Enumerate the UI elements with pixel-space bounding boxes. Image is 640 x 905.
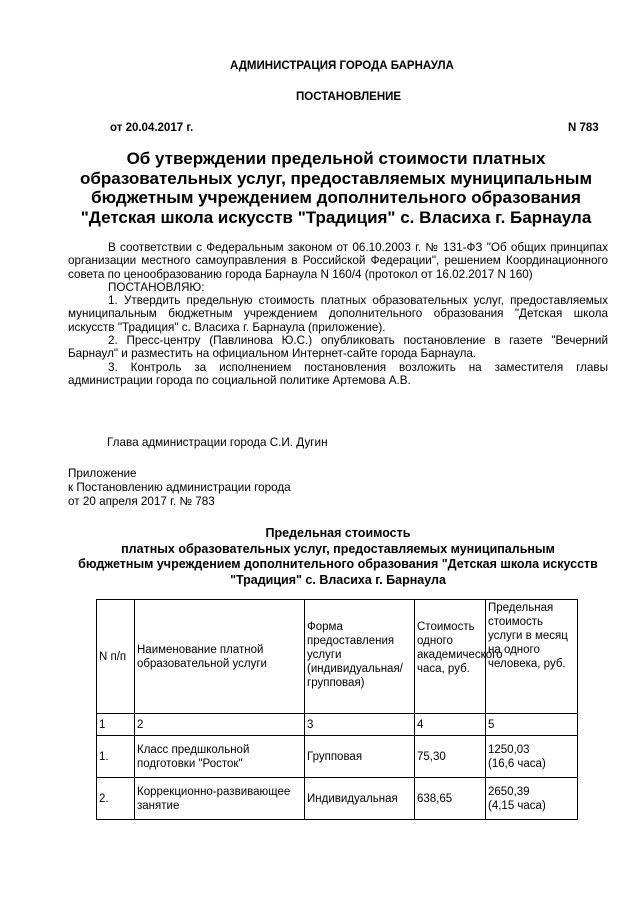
column-number-cell: 5 <box>486 714 578 736</box>
price-table <box>96 599 578 820</box>
title-line: образовательных услуг, предоставляемых муниципальным <box>79 168 593 188</box>
row-name-cell: Класс предшкольной подготовки "Росток" <box>135 736 305 778</box>
month-cost-value: 1250,03 <box>488 743 530 756</box>
header-cell-number: N п/п <box>97 600 135 714</box>
organization-name: АДМИНИСТРАЦИЯ ГОРОДА БАРНАУЛА <box>230 60 454 72</box>
column-number-cell: 3 <box>305 714 415 736</box>
month-cost-hours: (4,15 часа) <box>488 799 546 812</box>
row-month-cost-cell <box>486 778 578 820</box>
row-hour-cost-cell: 75,30 <box>415 736 486 778</box>
column-number-cell: 1 <box>97 714 135 736</box>
document-number: N 783 <box>568 122 599 134</box>
signature-line: Глава администрации города С.И. Дугин <box>107 436 328 449</box>
appendix-block <box>68 467 291 509</box>
table-header-row <box>97 600 578 714</box>
table-title-line: платных образовательных услуг, предоставляемых муниципальным <box>121 541 555 556</box>
table-row <box>97 736 578 778</box>
decree-item-3: 3. Контроль за исполнением постановления возложить на заместителя главы администрации города по социальной политике Артемова А.В. <box>68 360 608 387</box>
row-number-cell: 1. <box>97 736 135 778</box>
month-cost-value: 2650,39 <box>488 785 530 798</box>
row-form-cell: Индивидуальная <box>305 778 415 820</box>
preamble-paragraph: В соответствии с Федеральным законом от 06.10.2003 г. № 131-ФЗ "Об общих принципах организации местного самоуправления в Российской Федерации", решением Координационного совета по ценообразованию города Барнаула N 160/4 (протокол от 16.02.2017 N 160) <box>68 241 608 281</box>
title-line: бюджетным учреждением дополнительного образования <box>91 188 581 207</box>
appendix-line: от 20 апреля 2017 г. № 783 <box>68 495 215 508</box>
column-number-cell: 4 <box>415 714 486 736</box>
row-number-cell: 2. <box>97 778 135 820</box>
title-line: Об утверждении предельной стоимости платных <box>126 149 546 168</box>
decree-item-2: 2. Пресс-центру (Павлинова Ю.С.) опубликовать постановление в газете "Вечерний Барнаул" и разместить на официальном Интернет-сайте города Барнаула. <box>68 334 608 361</box>
row-name-cell: Коррекционно-развивающее занятие <box>135 778 305 820</box>
appendix-line: Приложение <box>68 467 137 480</box>
header-cell-form: Форма предоставления услуги (индивидуальная/групповая) <box>305 600 415 714</box>
table-title-line: Предельная стоимость <box>265 526 411 540</box>
table-title <box>68 526 608 588</box>
table-column-numbers-row <box>97 714 578 736</box>
table-title-line: "Традиция" с. Власиха г. Барнаула <box>230 572 446 587</box>
document-type: ПОСТАНОВЛЕНИЕ <box>296 91 402 103</box>
decree-word: ПОСТАНОВЛЯЮ: <box>108 280 205 294</box>
table-title-line: бюджетным учреждением дополнительного образования "Детская школа искусств <box>78 557 598 571</box>
table-row <box>97 778 578 820</box>
header-cell-hour-cost: Стоимость одного академического часа, руб. <box>415 600 486 714</box>
document-body <box>68 241 608 387</box>
column-number-cell: 2 <box>135 714 305 736</box>
row-month-cost-cell <box>486 736 578 778</box>
document-title <box>72 149 600 227</box>
row-form-cell: Групповая <box>305 736 415 778</box>
document-date: от 20.04.2017 г. <box>110 122 194 134</box>
header-cell-month-cost: Предельная стоимость услуги в месяц на одного человека, руб. <box>486 600 578 714</box>
month-cost-hours: (16,6 часа) <box>488 757 546 770</box>
appendix-line: к Постановлению администрации города <box>68 481 291 494</box>
title-line: "Детская школа искусств "Традиция" с. Власиха г. Барнаула <box>80 207 592 227</box>
header-cell-name: Наименование платной образовательной услуги <box>135 600 305 714</box>
row-hour-cost-cell: 638,65 <box>415 778 486 820</box>
decree-item-1: 1. Утвердить предельную стоимость платных образовательных услуг, предоставляемых муниципальным бюджетным учреждением дополнительного образования "Детская школа искусств "Традиция" с. Власиха г. Барнаула (приложение). <box>68 294 608 334</box>
